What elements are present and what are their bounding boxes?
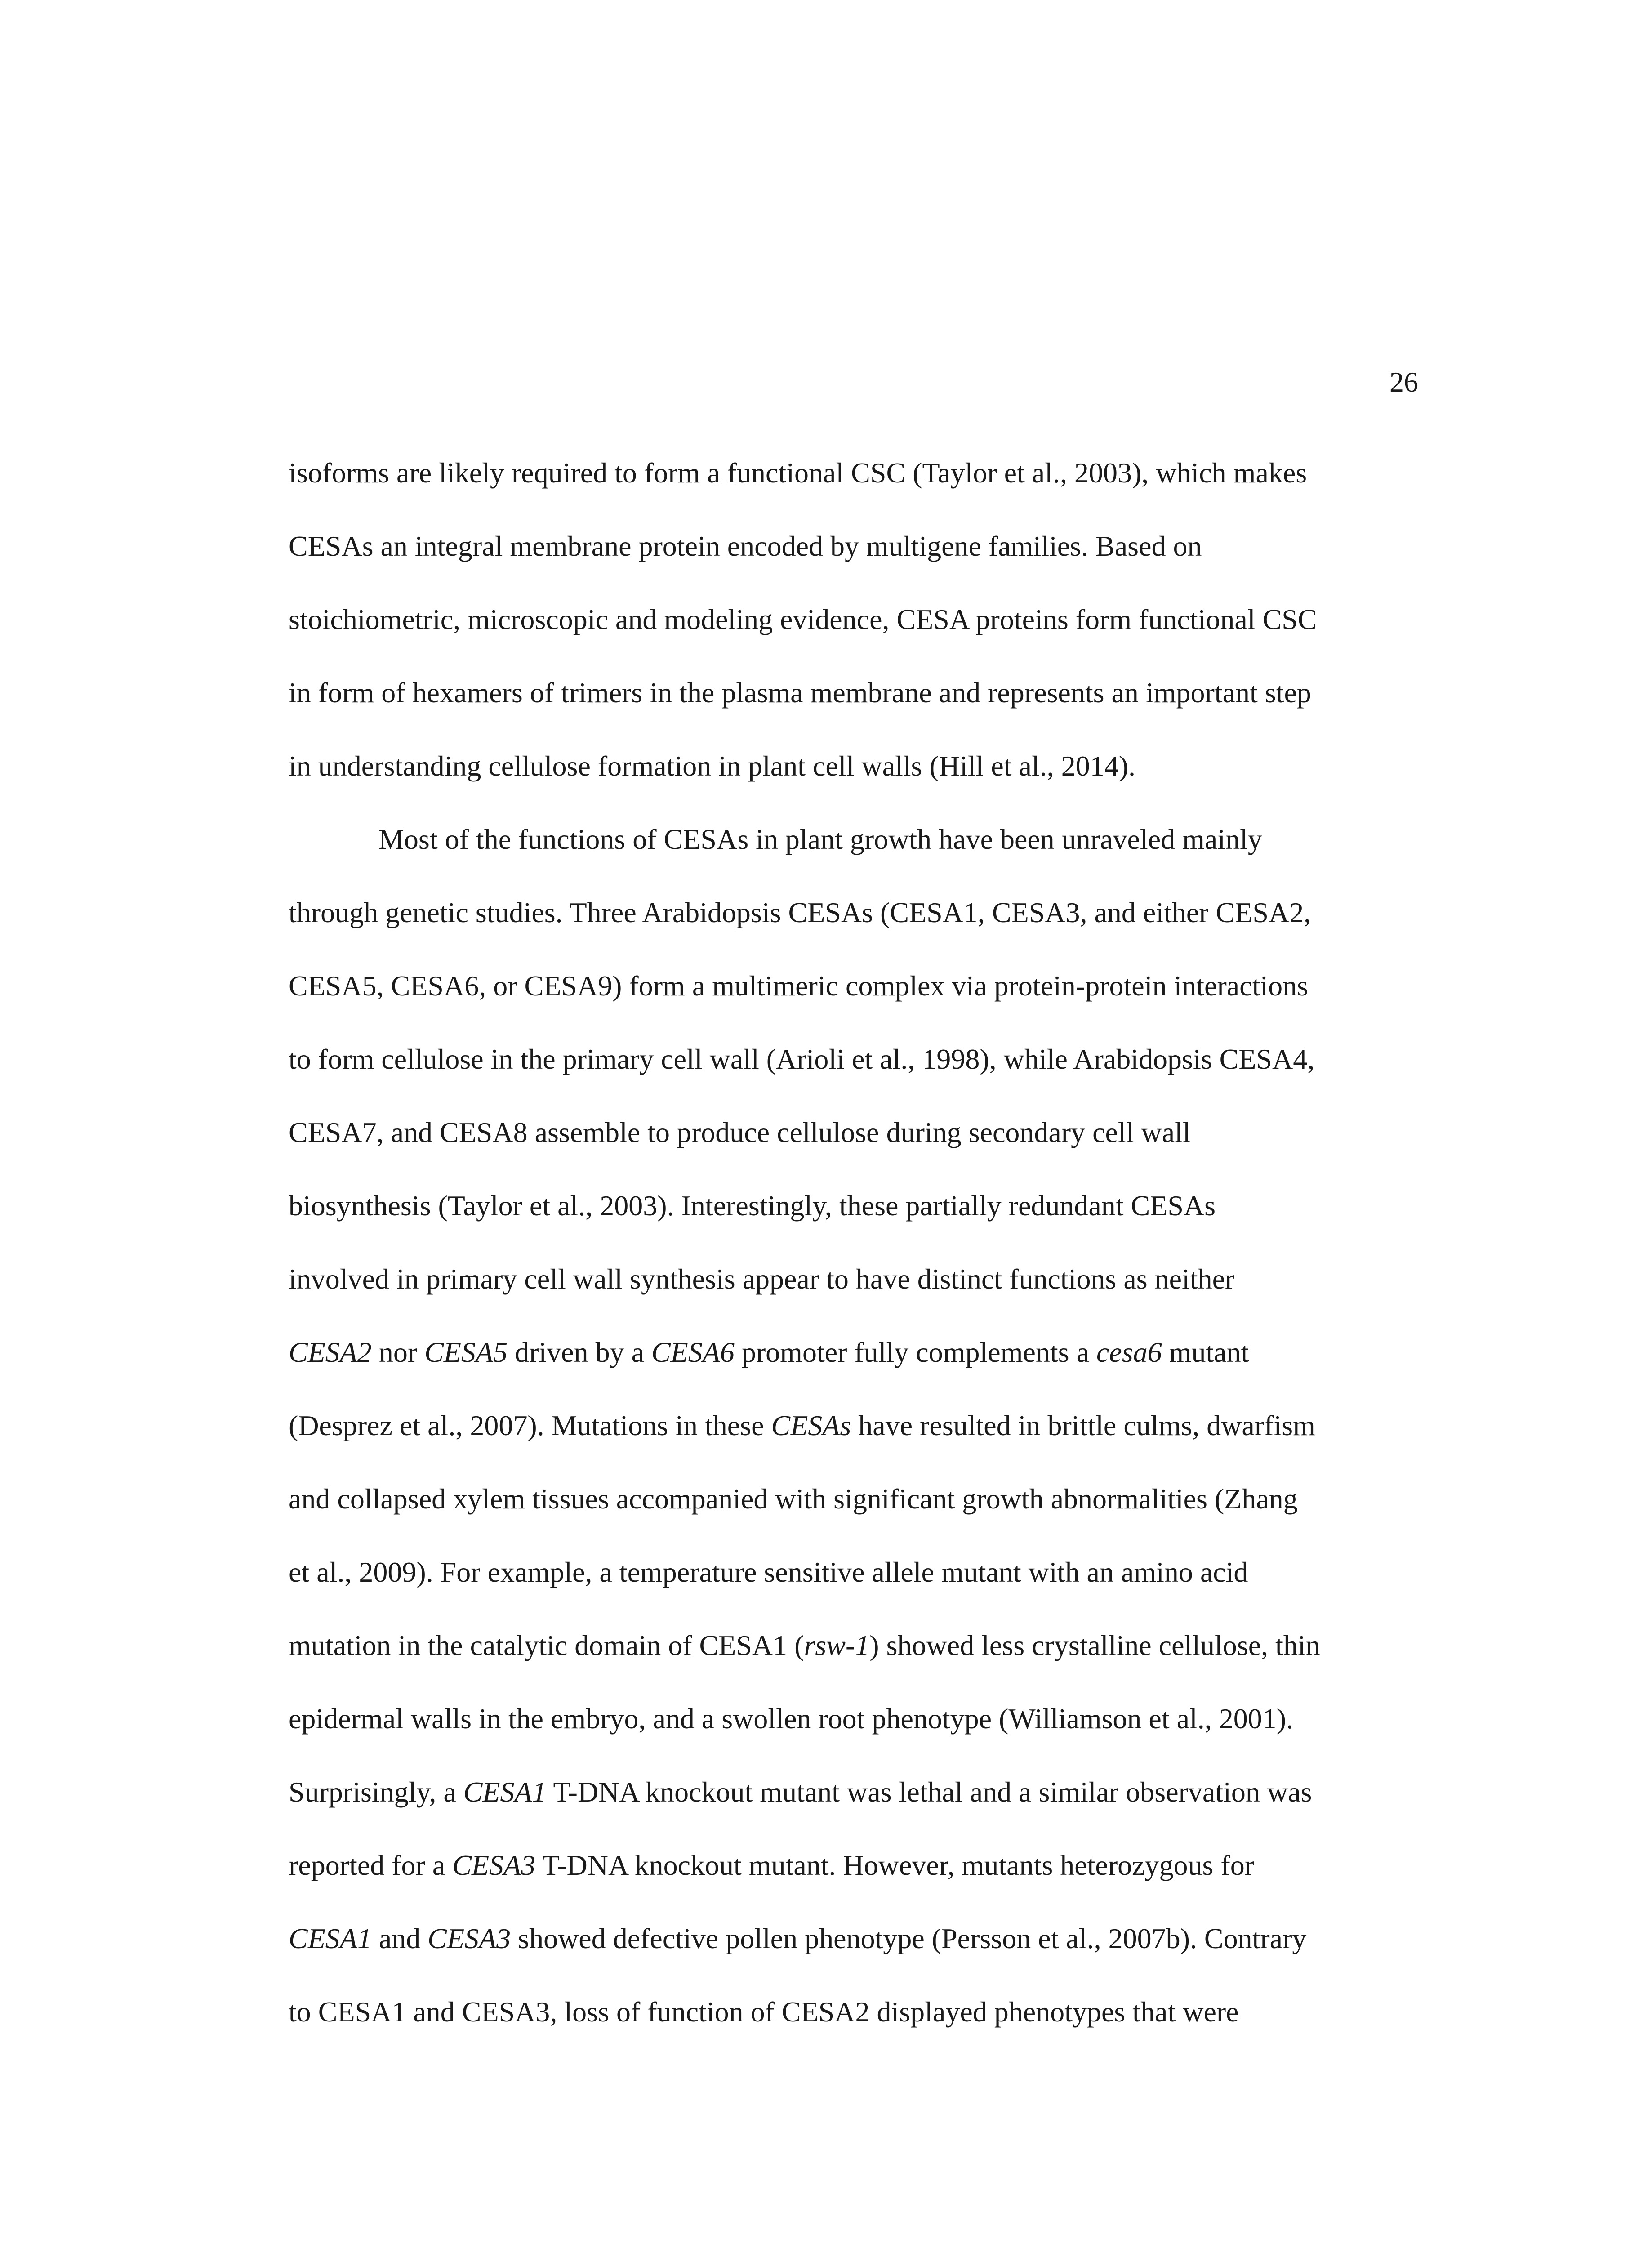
italic-text: CESA1 xyxy=(463,1776,547,1808)
text-line xyxy=(289,1975,1433,2048)
text-line xyxy=(289,509,1433,583)
text-line xyxy=(289,1316,1433,1389)
text-run: Surprisingly, a xyxy=(289,1776,463,1808)
page-number: 26 xyxy=(1389,366,1418,398)
italic-text: CESAs xyxy=(771,1409,851,1441)
text-run: to form cellulose in the primary cell wall (Arioli et al., 1998), while Arabidopsis CESA4, xyxy=(289,1043,1315,1075)
text-run: stoichiometric, microscopic and modeling evidence, CESA proteins form functional CSC xyxy=(289,603,1317,635)
text-run: in understanding cellulose formation in plant cell walls (Hill et al., 2014). xyxy=(289,750,1135,782)
text-run: driven by a xyxy=(508,1336,651,1368)
italic-text: CESA6 xyxy=(651,1336,735,1368)
text-run: T-DNA knockout mutant. However, mutants heterozygous for xyxy=(535,1849,1255,1881)
text-run: CESA7, and CESA8 assemble to produce cellulose during secondary cell wall xyxy=(289,1116,1191,1148)
text-run: CESA5, CESA6, or CESA9) form a multimeric complex via protein-protein interactions xyxy=(289,970,1309,1002)
text-line xyxy=(289,1609,1433,1682)
text-run: CESAs an integral membrane protein encoded by multigene families. Based on xyxy=(289,530,1202,562)
italic-text: CESA1 xyxy=(289,1922,372,1954)
text-run: in form of hexamers of trimers in the plasma membrane and represents an important step xyxy=(289,677,1311,709)
text-line xyxy=(289,1169,1433,1242)
text-run: and collapsed xylem tissues accompanied with significant growth abnormalities (Zhang xyxy=(289,1483,1298,1515)
body-text xyxy=(289,436,1433,2048)
text-run: through genetic studies. Three Arabidopsis CESAs (CESA1, CESA3, and either CESA2, xyxy=(289,897,1311,928)
text-run: Most of the functions of CESAs in plant growth have been unraveled mainly xyxy=(378,823,1262,855)
italic-text: cesa6 xyxy=(1096,1336,1162,1368)
paragraph xyxy=(289,803,1433,2048)
text-line xyxy=(289,1096,1433,1169)
text-run: and xyxy=(371,1922,428,1954)
text-run: isoforms are likely required to form a functional CSC (Taylor et al., 2003), which makes xyxy=(289,457,1307,489)
text-run: promoter fully complements a xyxy=(734,1336,1096,1368)
text-run: mutant xyxy=(1162,1336,1249,1368)
text-line xyxy=(289,1242,1433,1316)
text-line xyxy=(289,949,1433,1022)
text-run: involved in primary cell wall synthesis appear to have distinct functions as neither xyxy=(289,1263,1235,1295)
text-run: mutation in the catalytic domain of CESA1 ( xyxy=(289,1629,804,1661)
text-line xyxy=(289,583,1433,656)
italic-text: rsw-1 xyxy=(804,1629,870,1661)
text-run: epidermal walls in the embryo, and a swollen root phenotype (Williamson et al., 2001). xyxy=(289,1703,1294,1735)
text-line xyxy=(289,729,1433,803)
text-run: biosynthesis (Taylor et al., 2003). Interestingly, these partially redundant CESAs xyxy=(289,1190,1216,1222)
italic-text: CESA2 xyxy=(289,1336,372,1368)
italic-text: CESA3 xyxy=(452,1849,536,1881)
text-line xyxy=(289,656,1433,729)
text-line xyxy=(289,1462,1433,1535)
text-line xyxy=(289,436,1433,509)
text-line xyxy=(289,1755,1433,1829)
text-line xyxy=(289,1902,1433,1975)
text-line xyxy=(289,1682,1433,1755)
text-run: ) showed less crystalline cellulose, thin xyxy=(869,1629,1320,1661)
text-run: et al., 2009). For example, a temperature sensitive allele mutant with an amino acid xyxy=(289,1556,1248,1588)
text-run: showed defective pollen phenotype (Persson et al., 2007b). Contrary xyxy=(511,1922,1307,1954)
text-line xyxy=(289,1022,1433,1096)
text-run: nor xyxy=(371,1336,425,1368)
text-run: (Desprez et al., 2007). Mutations in these xyxy=(289,1409,771,1441)
text-line xyxy=(289,1535,1433,1609)
text-run: have resulted in brittle culms, dwarfism xyxy=(851,1409,1315,1441)
text-run: reported for a xyxy=(289,1849,453,1881)
text-line xyxy=(289,1389,1433,1462)
text-line xyxy=(289,876,1433,949)
italic-text: CESA3 xyxy=(427,1922,511,1954)
text-run: to CESA1 and CESA3, loss of function of CESA2 displayed phenotypes that were xyxy=(289,1996,1239,2028)
italic-text: CESA5 xyxy=(424,1336,508,1368)
text-run: T-DNA knockout mutant was lethal and a similar observation was xyxy=(546,1776,1312,1808)
text-line xyxy=(289,1829,1433,1902)
text-line xyxy=(289,803,1433,876)
paragraph xyxy=(289,436,1433,803)
